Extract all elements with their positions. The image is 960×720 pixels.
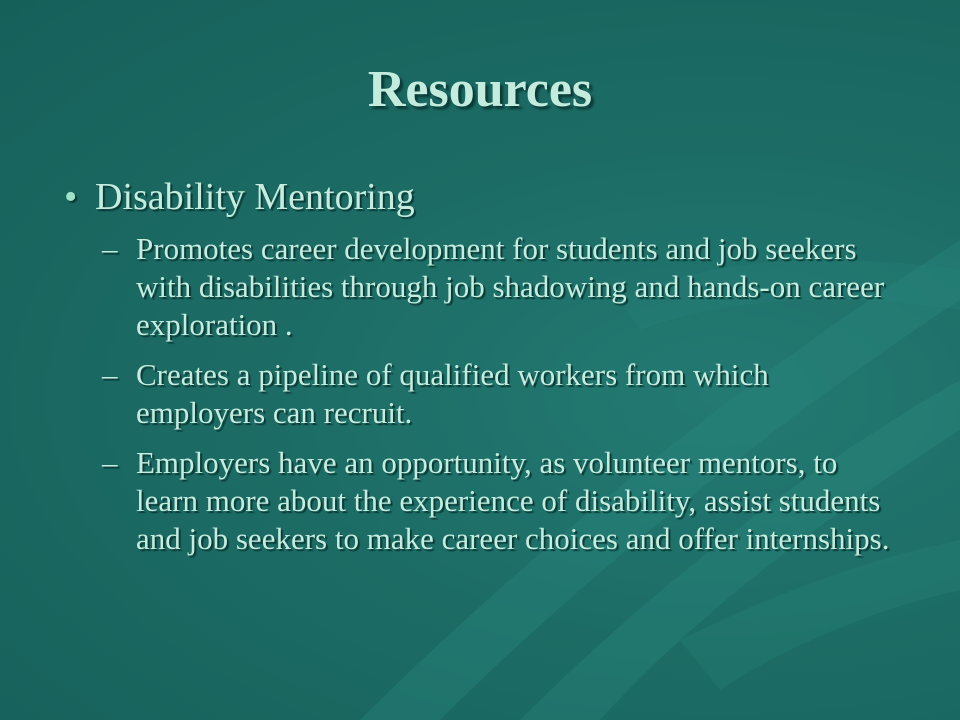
bullet-dot-icon: • — [64, 176, 78, 218]
sub-bullet-text: Employers have an opportunity, as volunteer mentors, to learn more about the experience of disability, assist students and job seekers to make career choices and offer internships. — [136, 445, 890, 556]
sub-bullet-item — [102, 230, 902, 344]
sub-bullet-text: Promotes career development for students and job seekers with disabilities through job shadowing and hands-on career exploration . — [136, 231, 885, 342]
dash-marker-icon: – — [102, 445, 118, 480]
sub-bullet-text: Creates a pipeline of qualified workers from which employers can recruit. — [136, 357, 769, 430]
slide-title: Resources — [367, 61, 593, 118]
dash-marker-icon: – — [102, 357, 118, 392]
sub-bullet-list — [102, 230, 902, 570]
bullet-text: Disability Mentoring — [95, 176, 415, 218]
dash-marker-icon: – — [102, 231, 118, 266]
sub-bullet-item — [102, 444, 902, 558]
sub-bullet-item — [102, 356, 902, 432]
